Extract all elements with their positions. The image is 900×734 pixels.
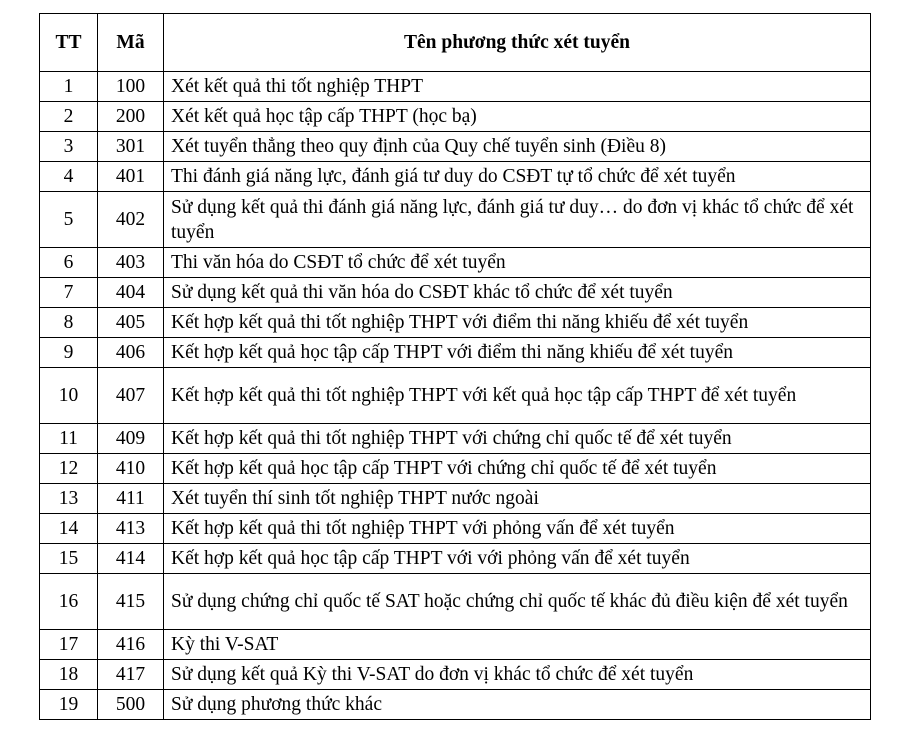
cell-tt: 7 bbox=[40, 278, 98, 308]
table-row bbox=[40, 514, 871, 544]
cell-name: Xét tuyển thẳng theo quy định của Quy chế tuyển sinh (Điều 8) bbox=[164, 132, 871, 162]
cell-ma: 411 bbox=[98, 484, 164, 514]
cell-name: Kỳ thi V-SAT bbox=[164, 630, 871, 660]
cell-ma: 410 bbox=[98, 454, 164, 484]
cell-tt: 16 bbox=[40, 574, 98, 630]
cell-tt: 19 bbox=[40, 690, 98, 720]
cell-name: Kết hợp kết quả thi tốt nghiệp THPT với phỏng vấn để xét tuyển bbox=[164, 514, 871, 544]
cell-name: Sử dụng kết quả thi đánh giá năng lực, đánh giá tư duy… do đơn vị khác tổ chức để xét tuyển bbox=[164, 192, 871, 248]
header-name: Tên phương thức xét tuyển bbox=[164, 14, 871, 72]
cell-name: Kết hợp kết quả thi tốt nghiệp THPT với điểm thi năng khiếu để xét tuyển bbox=[164, 308, 871, 338]
cell-ma: 403 bbox=[98, 248, 164, 278]
cell-ma: 414 bbox=[98, 544, 164, 574]
header-tt: TT bbox=[40, 14, 98, 72]
cell-ma: 407 bbox=[98, 368, 164, 424]
header-ma: Mã bbox=[98, 14, 164, 72]
cell-name: Kết hợp kết quả học tập cấp THPT với với phỏng vấn để xét tuyển bbox=[164, 544, 871, 574]
table-row bbox=[40, 308, 871, 338]
table-row bbox=[40, 484, 871, 514]
table-row bbox=[40, 454, 871, 484]
cell-tt: 14 bbox=[40, 514, 98, 544]
table-row bbox=[40, 102, 871, 132]
table-row bbox=[40, 424, 871, 454]
cell-tt: 5 bbox=[40, 192, 98, 248]
cell-ma: 301 bbox=[98, 132, 164, 162]
cell-tt: 3 bbox=[40, 132, 98, 162]
cell-ma: 416 bbox=[98, 630, 164, 660]
cell-name: Xét tuyển thí sinh tốt nghiệp THPT nước ngoài bbox=[164, 484, 871, 514]
cell-tt: 13 bbox=[40, 484, 98, 514]
table-header-row bbox=[40, 14, 871, 72]
table-row bbox=[40, 162, 871, 192]
table-row bbox=[40, 72, 871, 102]
cell-tt: 17 bbox=[40, 630, 98, 660]
cell-name: Sử dụng kết quả Kỳ thi V-SAT do đơn vị khác tổ chức để xét tuyển bbox=[164, 660, 871, 690]
cell-tt: 9 bbox=[40, 338, 98, 368]
admission-methods-table bbox=[39, 13, 871, 720]
cell-name: Sử dụng chứng chỉ quốc tế SAT hoặc chứng chỉ quốc tế khác đủ điều kiện để xét tuyển bbox=[164, 574, 871, 630]
cell-name: Kết hợp kết quả thi tốt nghiệp THPT với chứng chỉ quốc tế để xét tuyển bbox=[164, 424, 871, 454]
cell-ma: 401 bbox=[98, 162, 164, 192]
cell-tt: 10 bbox=[40, 368, 98, 424]
cell-ma: 402 bbox=[98, 192, 164, 248]
cell-ma: 415 bbox=[98, 574, 164, 630]
cell-tt: 2 bbox=[40, 102, 98, 132]
cell-tt: 11 bbox=[40, 424, 98, 454]
cell-ma: 100 bbox=[98, 72, 164, 102]
cell-name: Kết hợp kết quả học tập cấp THPT với điểm thi năng khiếu để xét tuyển bbox=[164, 338, 871, 368]
table-row bbox=[40, 690, 871, 720]
cell-tt: 8 bbox=[40, 308, 98, 338]
cell-name: Sử dụng kết quả thi văn hóa do CSĐT khác tổ chức để xét tuyển bbox=[164, 278, 871, 308]
cell-ma: 500 bbox=[98, 690, 164, 720]
cell-ma: 413 bbox=[98, 514, 164, 544]
table-row bbox=[40, 248, 871, 278]
cell-tt: 4 bbox=[40, 162, 98, 192]
cell-tt: 18 bbox=[40, 660, 98, 690]
table-row bbox=[40, 368, 871, 424]
cell-name: Sử dụng phương thức khác bbox=[164, 690, 871, 720]
table-row bbox=[40, 338, 871, 368]
table-row bbox=[40, 630, 871, 660]
cell-tt: 1 bbox=[40, 72, 98, 102]
cell-name: Xét kết quả học tập cấp THPT (học bạ) bbox=[164, 102, 871, 132]
table-row bbox=[40, 192, 871, 248]
cell-ma: 409 bbox=[98, 424, 164, 454]
cell-ma: 406 bbox=[98, 338, 164, 368]
cell-name: Thi đánh giá năng lực, đánh giá tư duy do CSĐT tự tổ chức để xét tuyển bbox=[164, 162, 871, 192]
cell-tt: 6 bbox=[40, 248, 98, 278]
cell-tt: 15 bbox=[40, 544, 98, 574]
cell-name: Thi văn hóa do CSĐT tổ chức để xét tuyển bbox=[164, 248, 871, 278]
cell-ma: 404 bbox=[98, 278, 164, 308]
cell-name: Kết hợp kết quả học tập cấp THPT với chứng chỉ quốc tế để xét tuyển bbox=[164, 454, 871, 484]
table-row bbox=[40, 132, 871, 162]
cell-ma: 405 bbox=[98, 308, 164, 338]
table-row bbox=[40, 544, 871, 574]
cell-name: Xét kết quả thi tốt nghiệp THPT bbox=[164, 72, 871, 102]
cell-tt: 12 bbox=[40, 454, 98, 484]
cell-ma: 417 bbox=[98, 660, 164, 690]
cell-name: Kết hợp kết quả thi tốt nghiệp THPT với kết quả học tập cấp THPT để xét tuyển bbox=[164, 368, 871, 424]
table-row bbox=[40, 278, 871, 308]
table-row bbox=[40, 660, 871, 690]
cell-ma: 200 bbox=[98, 102, 164, 132]
table-row bbox=[40, 574, 871, 630]
